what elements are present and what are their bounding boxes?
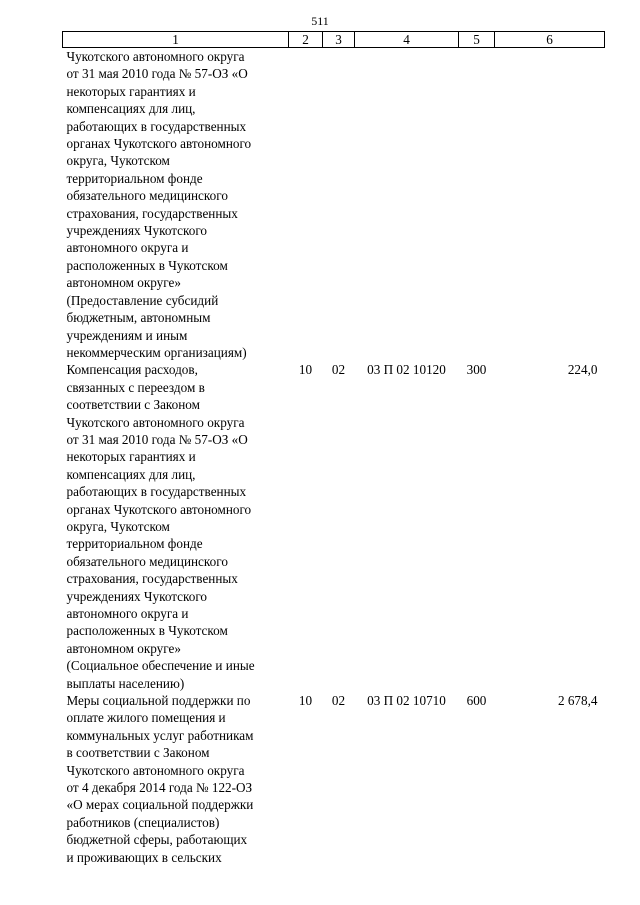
column-header-target-article: 4 <box>355 32 459 48</box>
row-expense-type: 300 <box>466 362 487 378</box>
budget-table <box>62 31 605 866</box>
row-target-article: 03 П 02 10710 <box>367 693 446 709</box>
header-row <box>63 32 605 48</box>
row-amount: 2 678,4 <box>557 693 598 709</box>
column-header-description: 1 <box>63 32 289 48</box>
table-row <box>63 692 605 866</box>
row-subsection <box>323 48 355 362</box>
row-expense-type <box>459 48 495 362</box>
column-header-amount: 6 <box>495 32 605 48</box>
row-target-article <box>355 48 459 362</box>
table-body <box>63 48 605 867</box>
table-header <box>63 32 605 48</box>
row-target-article: 03 П 02 10120 <box>367 362 446 378</box>
row-expense-type: 600 <box>466 693 487 709</box>
row-subsection: 02 <box>331 693 346 709</box>
row-amount <box>495 48 605 362</box>
page-number: 511 <box>311 14 329 28</box>
row-section: 10 <box>298 362 313 378</box>
row-section <box>289 48 323 362</box>
table-row <box>63 48 605 362</box>
row-section: 10 <box>298 693 313 709</box>
column-header-subsection: 3 <box>323 32 355 48</box>
row-amount: 224,0 <box>567 362 598 378</box>
row-description: Компенсация расходов, связанных с переездом в соответствии с Законом Чукотского автономного округа от 31 мая 2010 года № 57-ОЗ «О некоторых гарантиях и компенсациях для лиц, работающих в государственных органах Чукотского автономного округа, Чукотском территориальном фонде обязательного медицинского страхования, государственных учреждениях Чукотского автономного округа и расположенных в Чукотском автономном округе» (Социальное обеспечение и иные выплаты населению) <box>66 362 255 691</box>
row-description: Чукотского автономного округа от 31 мая 2010 года № 57-ОЗ «О некоторых гарантиях и компенсациях для лиц, работающих в государственных органах Чукотского автономного округа, Чукотском территориальном фонде обязательного медицинского страхования, государственных учреждениях Чукотского автономного округа и расположенных в Чукотском автономном округе» (Предоставление субсидий бюджетным, автономным учреждениям и иным некоммерческим организациям) <box>66 49 252 360</box>
column-header-section: 2 <box>289 32 323 48</box>
table-row <box>63 361 605 692</box>
row-subsection: 02 <box>331 362 346 378</box>
row-description: Меры социальной поддержки по оплате жилого помещения и коммунальных услуг работникам в соответствии с Законом Чукотского автономного округа от 4 декабря 2014 года № 122-ОЗ «О мерах социальной поддержки работников (специалистов) бюджетной сферы, работающих и проживающих в сельских <box>66 693 254 865</box>
column-header-expense-type: 5 <box>459 32 495 48</box>
